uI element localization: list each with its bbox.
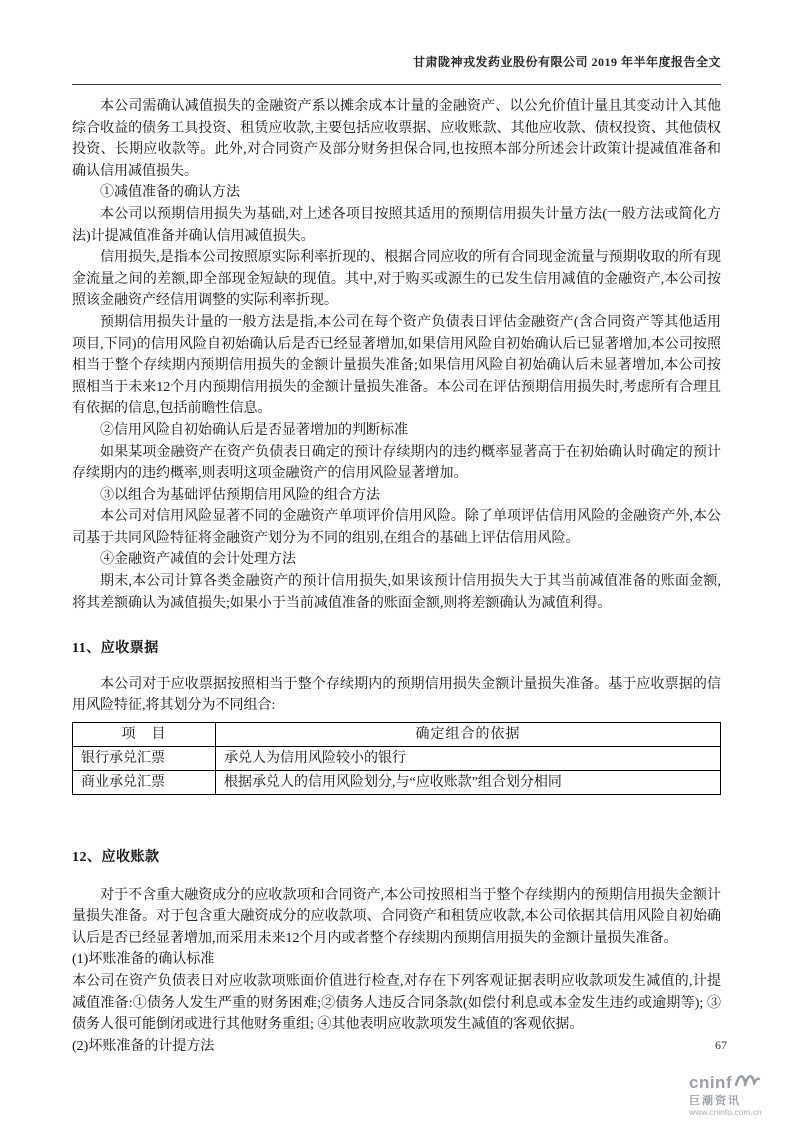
paragraph: 预期信用损失计量的一般方法是指,本公司在每个资产负债表日评估金融资产(含合同资产等其他适用项目,下同)的信用风险自初始确认后是否已经显著增加,如果信用风险自初始确认后已显著增加,本公司按照相当于整个存续期内预期信用损失的金额计量损失准备;如果信用风险自初始确认后未显著增加,本公司按照相当于未来12个月内预期信用损失的金额计量损失准备。本公司在评估预期信用损失时,考虑所有合理且有依据的信息,包括前瞻性信息。 <box>72 314 721 417</box>
cninfo-logo-name: 巨潮资讯 <box>689 1094 741 1107</box>
paragraph: 信用损失,是指本公司按照原实际利率折现的、根据合同应收的所有合同现金流量与预期收取的所有现金流量之间的差额,即全部现金短缺的现值。其中,对于购买或源生的已发生信用减值的金融资产,本公司按照该金融资产经信用调整的实际利率折现。 <box>72 250 721 309</box>
cninfo-logo-url: www.cninfo.com.cn <box>689 1106 762 1117</box>
table-header-row <box>73 723 721 747</box>
header-divider <box>72 84 721 85</box>
bill-grouping-table <box>72 722 721 795</box>
paragraph: 本公司以预期信用损失为基础,对上述各项目按照其适用的预期信用损失计量方法(一般方法或简化方法)计提减值准备并确认信用减值损失。 <box>72 206 721 244</box>
table-cell-basis: 根据承兑人的信用风险划分,与“应收账款”组合划分相同 <box>216 771 721 795</box>
header-title: 甘肃陇神戎发药业股份有限公司 2019 年半年度报告全文 <box>412 55 721 69</box>
table-row <box>73 747 721 771</box>
paragraph: 本公司对信用风险显著不同的金融资产单项评价信用风险。除了单项评估信用风险的金融资产外,本公司基于共同风险特征将金融资产划分为不同的组别,在组合的基础上评估信用风险。 <box>72 509 721 546</box>
paragraph: 本公司对于应收票据按照相当于整个存续期内的预期信用损失金额计量损失准备。基于应收票据的信用风险特征,将其划分为不同组合: <box>72 676 721 714</box>
table-cell-basis: 承兑人为信用风险较小的银行 <box>216 747 721 771</box>
cninfo-logo-brand: cninf <box>689 1072 733 1092</box>
table-row <box>73 771 721 795</box>
document-body <box>72 96 721 1057</box>
section-heading-12: 12、应收账款 <box>72 850 160 866</box>
paragraph: 期末,本公司计算各类金融资产的预计信用损失,如果该预计信用损失大于其当前减值准备的账面金额,将其差额确认为减值损失;如果小于当前减值准备的账面金额,则将差额确认为减值利得。 <box>72 574 721 611</box>
paragraph: 如果某项金融资产在资产负债表日确定的预计存续期内的违约概率显著高于在初始确认时确定的预计存续期内的违约概率,则表明这项金融资产的信用风险显著增加。 <box>72 444 721 482</box>
table-cell-item: 银行承兑汇票 <box>73 747 216 771</box>
sub-heading-4: ④金融资产减值的会计处理方法 <box>100 552 296 568</box>
table-cell-item: 商业承兑汇票 <box>73 771 216 795</box>
paragraph: 本公司在资产负债表日对应收款项账面价值进行检查,对存在下列客观证据表明应收款项发生减值的,计提减值准备:①债务人发生严重的财务困难;②债务人违反合同条款(如偿付利息或本金发生违约或逾期等); ③债务人很可能倒闭或进行其他财务重组; ④其他表明应收款项发生减值的客观依据。 <box>72 974 721 1033</box>
paragraph: 本公司需确认减值损失的金融资产系以摊余成本计量的金融资产、以公允价值计量且其变动计入其他综合收益的债务工具投资、租赁应收款,主要包括应收票据、应收账款、其他应收款、债权投资、其他债权投资、长期应收款等。此外,对合同资产及部分财务担保合同,也按照本部分所述会计政策计提减值准备和确认信用减值损失。 <box>72 99 721 179</box>
section-heading-11: 11、应收票据 <box>72 641 159 657</box>
page-number: 67 <box>715 1038 727 1052</box>
sub-heading-2: ②信用风险自初始确认后是否显著增加的判断标准 <box>100 422 408 438</box>
cninfo-logo-top <box>689 1070 777 1093</box>
sub-heading-1: ①减值准备的确认方法 <box>100 185 240 201</box>
sub-heading-bad-debt-method: (2)坏账准备的计提方法 <box>72 1038 215 1054</box>
table-header-item: 项 目 <box>73 723 216 747</box>
sub-heading-bad-debt-recognition: (1)坏账准备的确认标准 <box>72 952 215 968</box>
table-header-basis: 确定组合的依据 <box>216 723 721 747</box>
paragraph: 对于不含重大融资成分的应收款项和合同资产,本公司按照相当于整个存续期内的预期信用损失金额计量损失准备。对于包含重大融资成分的应收款项、合同资产和租赁应收款,本公司依据其信用风险自初始确认后是否已经显著增加,而采用未来12个月内或者整个存续期内预期信用损失的金额计量损失准备。 <box>72 887 721 946</box>
sub-heading-3: ③以组合为基础评估预期信用风险的组合方法 <box>100 487 380 503</box>
page-header <box>72 53 721 70</box>
cninfo-wave-icon <box>734 1070 760 1093</box>
cninfo-logo <box>689 1070 777 1117</box>
